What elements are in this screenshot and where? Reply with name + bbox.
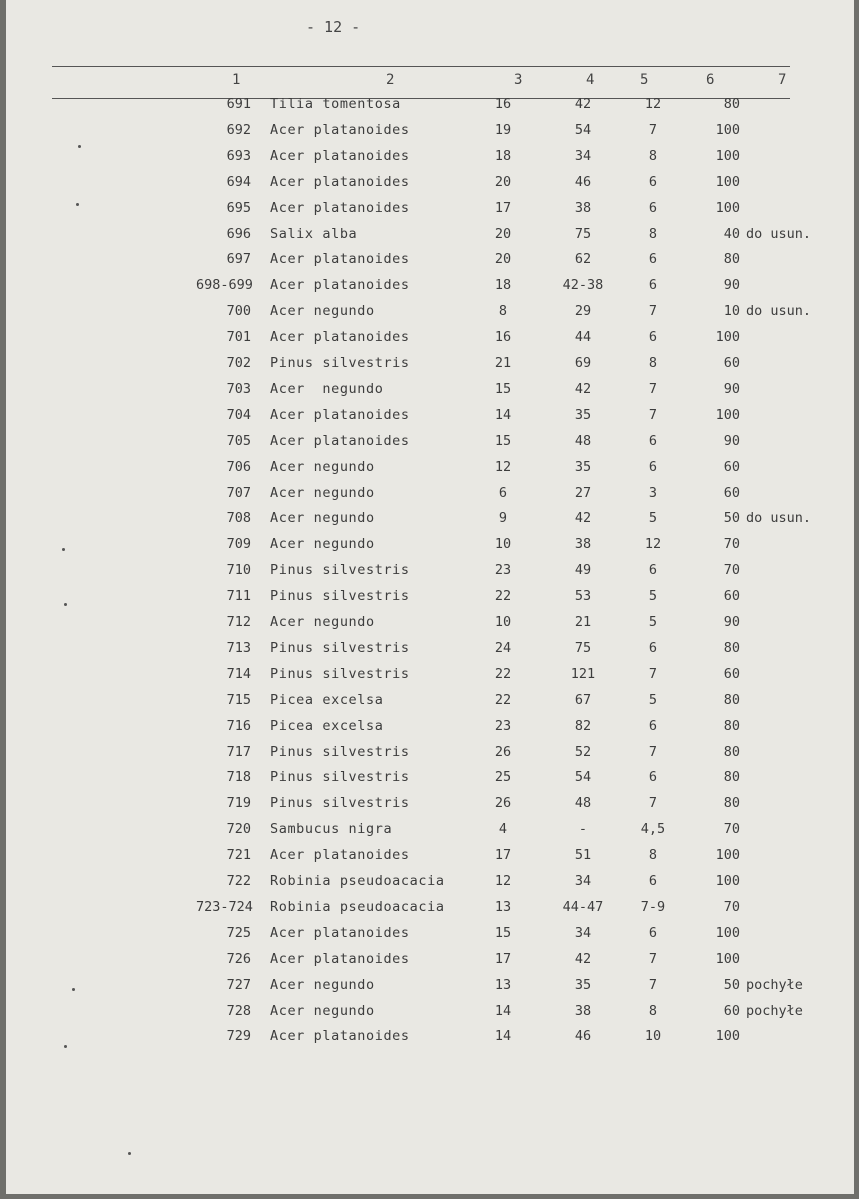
table-row [6, 588, 854, 614]
value-col-6: 60 [723, 666, 740, 682]
species-name: Robinia pseudoacacia [270, 899, 445, 915]
value-col-4: 38 [574, 536, 592, 552]
value-col-5: 6 [648, 433, 658, 449]
value-col-6: 100 [715, 122, 740, 138]
header-rule-top [52, 66, 790, 67]
value-col-6: 70 [723, 562, 740, 578]
value-col-3: 15 [494, 433, 512, 449]
species-name: Acer platanoides [270, 329, 410, 345]
species-name: Pinus silvestris [270, 355, 410, 371]
value-col-5: 10 [644, 1028, 662, 1044]
remark: pochyłe [746, 977, 803, 993]
row-number: 720 [226, 821, 251, 837]
species-name: Acer negundo [270, 303, 375, 319]
value-col-4: 67 [574, 692, 592, 708]
value-col-4: 42 [574, 381, 592, 397]
row-number: 719 [226, 795, 251, 811]
remark: do usun. [746, 226, 812, 242]
remark: pochyłe [746, 1003, 803, 1019]
value-col-5: 4,5 [640, 821, 666, 837]
value-col-3: 21 [494, 355, 512, 371]
value-col-6: 80 [723, 744, 740, 760]
column-header-1: 1 [232, 72, 241, 88]
value-col-6: 100 [715, 847, 740, 863]
row-number: 702 [226, 355, 251, 371]
value-col-4: 42 [574, 951, 592, 967]
value-col-5: 6 [648, 277, 658, 293]
value-col-3: 14 [494, 407, 512, 423]
row-number: 707 [226, 485, 251, 501]
table-row [6, 640, 854, 666]
value-col-5: 7 [648, 951, 658, 967]
value-col-4: 42 [574, 96, 592, 112]
value-col-4: 48 [574, 433, 592, 449]
species-name: Acer platanoides [270, 277, 410, 293]
value-col-4: 34 [574, 148, 592, 164]
value-col-3: 22 [494, 588, 512, 604]
value-col-5: 8 [648, 1003, 658, 1019]
species-name: Acer platanoides [270, 925, 410, 941]
value-col-6: 70 [723, 821, 740, 837]
table-row [6, 744, 854, 770]
value-col-4: 35 [574, 459, 592, 475]
value-col-3: 22 [494, 692, 512, 708]
value-col-5: 8 [648, 355, 658, 371]
value-col-6: 60 [723, 588, 740, 604]
species-name: Acer negundo [270, 614, 375, 630]
value-col-6: 80 [723, 692, 740, 708]
row-number: 729 [226, 1028, 251, 1044]
value-col-3: 26 [494, 795, 512, 811]
value-col-3: 8 [498, 303, 508, 319]
margin-speck [64, 1045, 67, 1048]
value-col-4: 42 [574, 510, 592, 526]
value-col-3: 18 [494, 277, 512, 293]
value-col-6: 40 [723, 226, 740, 242]
row-number: 714 [226, 666, 251, 682]
row-number: 723-724 [196, 899, 253, 915]
margin-speck [78, 145, 81, 148]
species-name: Picea excelsa [270, 718, 384, 734]
row-number: 728 [226, 1003, 251, 1019]
value-col-3: 12 [494, 459, 512, 475]
value-col-4: 75 [574, 640, 592, 656]
value-col-6: 60 [723, 485, 740, 501]
value-col-3: 20 [494, 226, 512, 242]
value-col-5: 6 [648, 718, 658, 734]
value-col-5: 12 [644, 96, 662, 112]
value-col-3: 25 [494, 769, 512, 785]
value-col-4: 54 [574, 122, 592, 138]
value-col-6: 90 [723, 277, 740, 293]
value-col-6: 70 [723, 899, 740, 915]
species-name: Picea excelsa [270, 692, 384, 708]
value-col-3: 10 [494, 536, 512, 552]
value-col-6: 90 [723, 433, 740, 449]
column-header-4: 4 [586, 72, 595, 88]
row-number: 717 [226, 744, 251, 760]
species-name: Pinus silvestris [270, 744, 410, 760]
value-col-4: 52 [574, 744, 592, 760]
value-col-6: 80 [723, 640, 740, 656]
species-name: Pinus silvestris [270, 769, 410, 785]
value-col-5: 7 [648, 666, 658, 682]
value-col-6: 100 [715, 329, 740, 345]
value-col-3: 23 [494, 718, 512, 734]
species-name: Acer negundo [270, 459, 375, 475]
value-col-3: 14 [494, 1003, 512, 1019]
species-name: Acer platanoides [270, 174, 410, 190]
row-number: 696 [226, 226, 251, 242]
value-col-4: 35 [574, 407, 592, 423]
table-row [6, 407, 854, 433]
value-col-4: 48 [574, 795, 592, 811]
value-col-4: 53 [574, 588, 592, 604]
row-number: 691 [226, 96, 251, 112]
table-row [6, 122, 854, 148]
value-col-5: 7 [648, 795, 658, 811]
table-row [6, 355, 854, 381]
species-name: Acer negundo [270, 510, 375, 526]
row-number: 711 [226, 588, 251, 604]
value-col-3: 17 [494, 951, 512, 967]
value-col-3: 18 [494, 148, 512, 164]
species-name: Acer platanoides [270, 847, 410, 863]
value-col-5: 8 [648, 847, 658, 863]
value-col-3: 9 [498, 510, 508, 526]
row-number: 708 [226, 510, 251, 526]
row-number: 705 [226, 433, 251, 449]
value-col-4: 46 [574, 1028, 592, 1044]
species-name: Sambucus nigra [270, 821, 393, 837]
value-col-6: 50 [723, 510, 740, 526]
value-col-3: 23 [494, 562, 512, 578]
value-col-6: 60 [723, 459, 740, 475]
page-number: - 12 - [306, 18, 361, 36]
table-row [6, 277, 854, 303]
value-col-3: 19 [494, 122, 512, 138]
value-col-3: 14 [494, 1028, 512, 1044]
column-header-2: 2 [386, 72, 395, 88]
species-name: Tilia tomentosa [270, 96, 401, 112]
value-col-3: 4 [498, 821, 508, 837]
value-col-4: 51 [574, 847, 592, 863]
value-col-6: 70 [723, 536, 740, 552]
value-col-4: 38 [574, 200, 592, 216]
table-row [6, 536, 854, 562]
row-number: 703 [226, 381, 251, 397]
margin-speck [72, 988, 75, 991]
value-col-5: 8 [648, 148, 658, 164]
value-col-5: 6 [648, 640, 658, 656]
value-col-4: 75 [574, 226, 592, 242]
value-col-5: 3 [648, 485, 658, 501]
value-col-5: 6 [648, 925, 658, 941]
table-row [6, 226, 854, 252]
value-col-3: 16 [494, 329, 512, 345]
value-col-6: 90 [723, 381, 740, 397]
value-col-3: 15 [494, 925, 512, 941]
value-col-5: 6 [648, 251, 658, 267]
row-number: 694 [226, 174, 251, 190]
table-row [6, 510, 854, 536]
remark: do usun. [746, 510, 812, 526]
value-col-4: 21 [574, 614, 592, 630]
species-name: Salix alba [270, 226, 358, 242]
value-col-6: 90 [723, 614, 740, 630]
table-row [6, 1003, 854, 1029]
species-name: Acer platanoides [270, 200, 410, 216]
value-col-3: 20 [494, 174, 512, 190]
table-row [6, 485, 854, 511]
value-col-5: 5 [648, 692, 658, 708]
value-col-4: 34 [574, 873, 592, 889]
row-number: 700 [226, 303, 251, 319]
species-name: Pinus silvestris [270, 795, 410, 811]
row-number: 713 [226, 640, 251, 656]
row-number: 712 [226, 614, 251, 630]
row-number: 709 [226, 536, 251, 552]
species-name: Acer platanoides [270, 433, 410, 449]
row-number: 727 [226, 977, 251, 993]
table-row [6, 329, 854, 355]
value-col-5: 7 [648, 744, 658, 760]
value-col-6: 80 [723, 251, 740, 267]
value-col-3: 16 [494, 96, 512, 112]
margin-speck [62, 548, 65, 551]
table-row [6, 433, 854, 459]
value-col-3: 15 [494, 381, 512, 397]
value-col-3: 26 [494, 744, 512, 760]
table-row [6, 1028, 854, 1054]
table-row [6, 200, 854, 226]
value-col-4: 27 [574, 485, 592, 501]
value-col-5: 7 [648, 977, 658, 993]
row-number: 718 [226, 769, 251, 785]
value-col-5: 8 [648, 226, 658, 242]
value-col-5: 7 [648, 381, 658, 397]
species-name: Acer platanoides [270, 122, 410, 138]
value-col-6: 80 [723, 769, 740, 785]
value-col-5: 5 [648, 614, 658, 630]
table-row [6, 951, 854, 977]
value-col-6: 100 [715, 407, 740, 423]
column-header-7: 7 [778, 72, 787, 88]
value-col-5: 12 [644, 536, 662, 552]
table-row [6, 718, 854, 744]
row-number: 698-699 [196, 277, 253, 293]
species-name: Pinus silvestris [270, 562, 410, 578]
table-row [6, 562, 854, 588]
value-col-6: 100 [715, 925, 740, 941]
value-col-6: 100 [715, 873, 740, 889]
value-col-4: 69 [574, 355, 592, 371]
column-header-3: 3 [514, 72, 523, 88]
table-row [6, 692, 854, 718]
species-name: Robinia pseudoacacia [270, 873, 445, 889]
table-row [6, 96, 854, 122]
value-col-4: 29 [574, 303, 592, 319]
row-number: 704 [226, 407, 251, 423]
value-col-3: 22 [494, 666, 512, 682]
value-col-4: 82 [574, 718, 592, 734]
value-col-6: 100 [715, 174, 740, 190]
row-number: 716 [226, 718, 251, 734]
value-col-5: 5 [648, 510, 658, 526]
row-number: 725 [226, 925, 251, 941]
margin-speck [64, 603, 67, 606]
row-number: 710 [226, 562, 251, 578]
species-name: Acer negundo [270, 536, 375, 552]
column-header-5: 5 [640, 72, 649, 88]
value-col-5: 7 [648, 303, 658, 319]
value-col-5: 6 [648, 200, 658, 216]
species-name: Acer negundo [270, 1003, 375, 1019]
value-col-5: 6 [648, 562, 658, 578]
value-col-4: 34 [574, 925, 592, 941]
table-row [6, 303, 854, 329]
species-name: Pinus silvestris [270, 666, 410, 682]
value-col-5: 6 [648, 329, 658, 345]
value-col-6: 80 [723, 718, 740, 734]
value-col-3: 24 [494, 640, 512, 656]
value-col-4: 121 [570, 666, 596, 682]
table-row [6, 847, 854, 873]
species-name: Acer platanoides [270, 407, 410, 423]
table-row [6, 666, 854, 692]
row-number: 721 [226, 847, 251, 863]
table-row [6, 873, 854, 899]
value-col-4: 44 [574, 329, 592, 345]
value-col-5: 6 [648, 873, 658, 889]
table-row [6, 821, 854, 847]
table-row [6, 148, 854, 174]
table-row [6, 174, 854, 200]
value-col-6: 60 [723, 1003, 740, 1019]
table-row [6, 925, 854, 951]
table-row [6, 251, 854, 277]
row-number: 697 [226, 251, 251, 267]
value-col-4: - [578, 821, 588, 837]
margin-speck [128, 1152, 131, 1155]
table-row [6, 795, 854, 821]
table-row [6, 769, 854, 795]
value-col-3: 17 [494, 847, 512, 863]
row-number: 722 [226, 873, 251, 889]
table-row [6, 977, 854, 1003]
value-col-4: 62 [574, 251, 592, 267]
species-name: Acer platanoides [270, 1028, 410, 1044]
value-col-3: 13 [494, 977, 512, 993]
value-col-6: 80 [723, 795, 740, 811]
value-col-5: 7 [648, 122, 658, 138]
value-col-4: 35 [574, 977, 592, 993]
table-row [6, 614, 854, 640]
species-name: Acer platanoides [270, 951, 410, 967]
value-col-5: 7-9 [640, 899, 666, 915]
value-col-5: 5 [648, 588, 658, 604]
value-col-6: 80 [723, 96, 740, 112]
value-col-3: 20 [494, 251, 512, 267]
value-col-3: 12 [494, 873, 512, 889]
row-number: 701 [226, 329, 251, 345]
document-page [6, 0, 854, 1194]
value-col-5: 6 [648, 174, 658, 190]
row-number: 695 [226, 200, 251, 216]
value-col-4: 49 [574, 562, 592, 578]
value-col-4: 38 [574, 1003, 592, 1019]
value-col-3: 13 [494, 899, 512, 915]
value-col-6: 10 [723, 303, 740, 319]
table-row [6, 381, 854, 407]
value-col-6: 100 [715, 200, 740, 216]
value-col-3: 10 [494, 614, 512, 630]
table-row [6, 899, 854, 925]
species-name: Pinus silvestris [270, 640, 410, 656]
row-number: 715 [226, 692, 251, 708]
value-col-4: 44-47 [562, 899, 604, 915]
value-col-5: 6 [648, 459, 658, 475]
column-header-6: 6 [706, 72, 715, 88]
row-number: 706 [226, 459, 251, 475]
table-row [6, 459, 854, 485]
value-col-4: 42-38 [562, 277, 604, 293]
species-name: Acer platanoides [270, 251, 410, 267]
value-col-6: 100 [715, 148, 740, 164]
value-col-6: 60 [723, 355, 740, 371]
species-name: Acer negundo [270, 977, 375, 993]
value-col-3: 6 [498, 485, 508, 501]
margin-speck [76, 203, 79, 206]
row-number: 726 [226, 951, 251, 967]
species-name: Pinus silvestris [270, 588, 410, 604]
value-col-4: 46 [574, 174, 592, 190]
remark: do usun. [746, 303, 812, 319]
value-col-6: 100 [715, 951, 740, 967]
value-col-6: 100 [715, 1028, 740, 1044]
row-number: 692 [226, 122, 251, 138]
species-name: Acer negundo [270, 381, 384, 397]
value-col-5: 6 [648, 769, 658, 785]
species-name: Acer platanoides [270, 148, 410, 164]
value-col-3: 17 [494, 200, 512, 216]
species-name: Acer negundo [270, 485, 375, 501]
row-number: 693 [226, 148, 251, 164]
value-col-4: 54 [574, 769, 592, 785]
value-col-6: 50 [723, 977, 740, 993]
value-col-5: 7 [648, 407, 658, 423]
